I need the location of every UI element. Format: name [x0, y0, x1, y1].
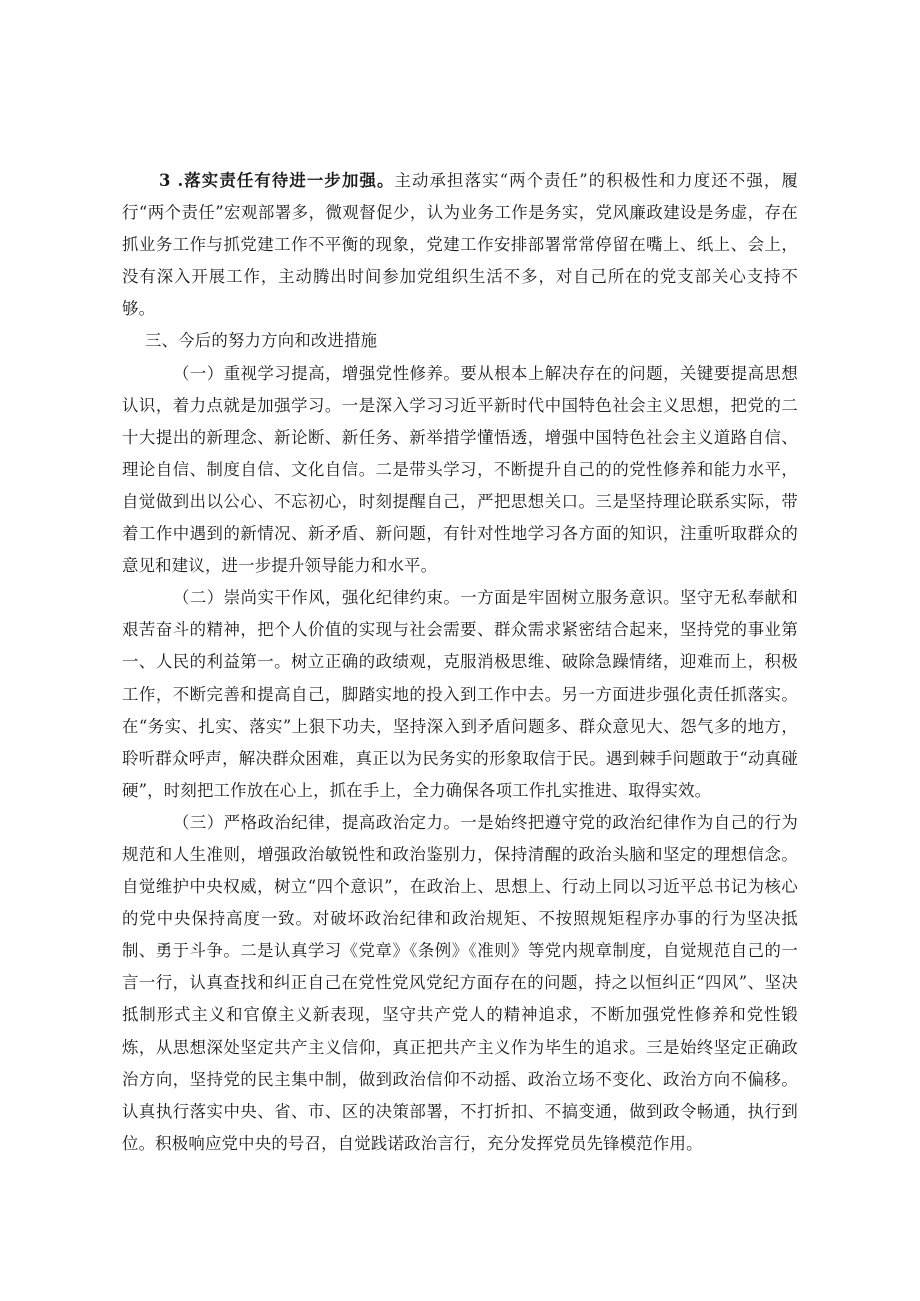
- document-body: [122, 165, 798, 1160]
- paragraph-responsibility: [122, 165, 798, 325]
- paragraph-political-discipline: （三）严格政治纪律，提高政治定力。一是始终把遵守党的政治纪律作为自己的行为规范和人生准则，增强政治敏锐性和政治鉴别力，保持清醒的政治头脑和坚定的理想信念。自觉维护中央权威，树立“四个意识”，在政治上、思想上、行动上同以习近平总书记为核心的党中央保持高度一致。对破坏政治纪律和政治规矩、不按照规矩程序办事的行为坚决抵制、勇于斗争。二是认真学习《党章》《条例》《准则》等党内规章制度，自觉规范自己的一言一行，认真查找和纠正自己在党性党风党纪方面存在的问题，持之以恒纠正“四风”、坚决抵制形式主义和官僚主义新表现，坚守共产党人的精神追求，不断加强党性修养和党性锻炼，从思想深处坚定共产主义信仰，真正把共产主义作为毕生的追求。三是始终坚定正确政治方向，坚持党的民主集中制，做到政治信仰不动摇、政治立场不变化、政治方向不偏移。认真执行落实中央、省、市、区的决策部署，不打折扣、不搞变通，做到政令畅通，执行到位。积极响应党中央的号召，自觉践诺政治言行，充分发挥党员先锋模范作用。: [122, 812, 798, 1153]
- paragraph-study: （一）重视学习提高，增强党性修养。要从根本上解决存在的问题，关键要提高思想认识，着力点就是加强学习。一是深入学习习近平新时代中国特色社会主义思想，把党的二十大提出的新理念、新论断、新任务、新举措学懂悟透，增强中国特色社会主义道路自信、理论自信、制度自信、文化自信。二是带头学习，不断提升自己的的党性修养和能力水平，自觉做到出以公心、不忘初心，时刻提醒自己，严把思想关口。三是坚持理论联系实际，带着工作中遇到的新情况、新矛盾、新问题，有针对性地学习各方面的知识，注重听取群众的意见和建议，进一步提升领导能力和水平。: [122, 363, 798, 576]
- paragraph-work-style: （二）崇尚实干作风，强化纪律约束。一方面是牢固树立服务意识。坚守无私奉献和艰苦奋斗的精神，把个人价值的实现与社会需要、群众需求紧密结合起来，坚持党的事业第一、人民的利益第一。树立正确的政绩观，克服消极思维、破除急躁情绪，迎难而上，积极工作，不断完善和提高自己，脚踏实地的投入到工作中去。另一方面进步强化责任抓落实。在“务实、扎实、落实”上狠下功夫，坚持深入到矛盾问题多、群众意见大、怨气多的地方，聆听群众呼声，解决群众困难，真正以为民务实的形象取信于民。遇到棘手问题敢于“动真碰硬”，时刻把工作放在心上，抓在手上，全力确保各项工作扎实推进、取得实效。: [122, 588, 798, 800]
- paragraph-lead: .落实责任有待进一步加强。: [170, 171, 395, 190]
- paragraph-text: 主动承担落实“两个责任”的积极性和力度还不强，履行“两个责任”宏观部署多，微观督促少，认为业务工作是务实，党风廉政建设是务虚，存在抓业务工作与抓党建工作不平衡的现象，党建工作安排部署常常停留在嘴上、纸上、会上，没有深入开展工作，主动腾出时间参加党组织生活不多，对自己所在的党支部关心支持不够。: [122, 171, 798, 319]
- section-heading: 三、今后的努力方向和改进措施: [145, 331, 378, 351]
- paragraph-number: 3: [159, 171, 171, 190]
